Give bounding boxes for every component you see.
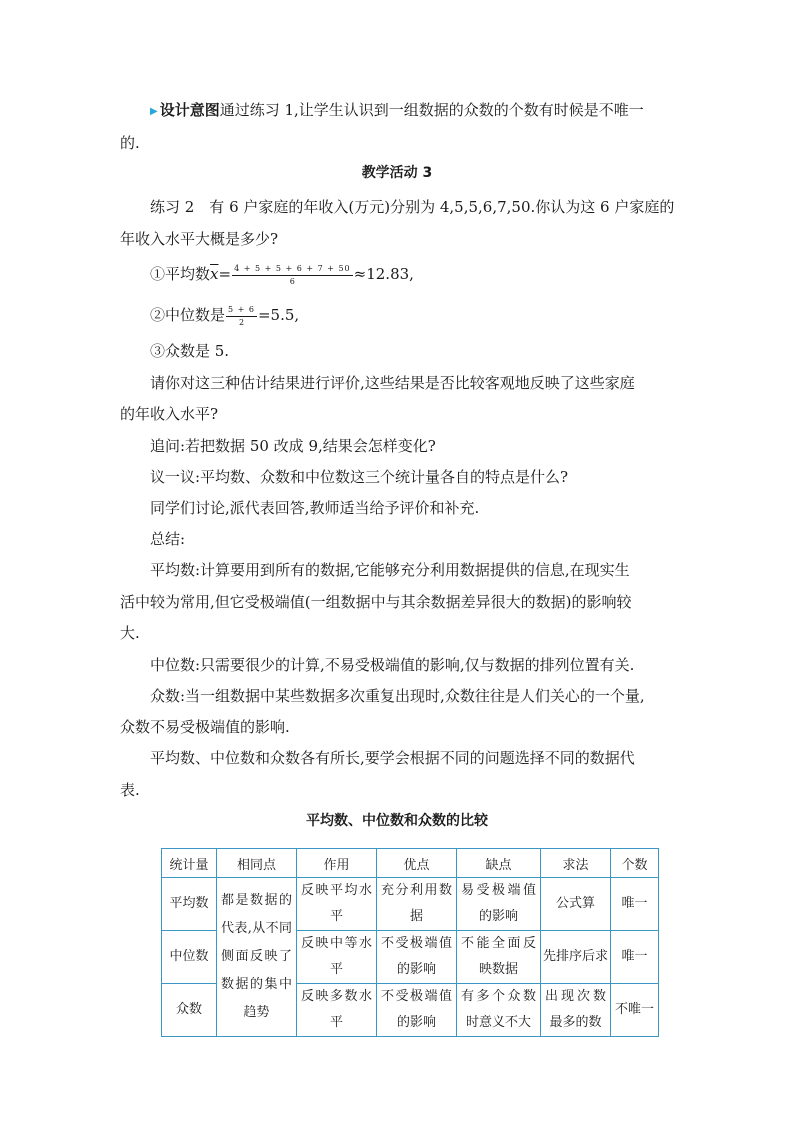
item-mean-eq: =	[218, 265, 232, 283]
merit-text: 不受极端值的影响	[381, 989, 452, 1030]
table-cell-shared-point	[217, 878, 297, 1037]
evaluate-line2: 的年收入水平?	[120, 405, 219, 423]
mean-numerator: 4 + 5 + 5 + 6 + 7 + 50	[232, 265, 353, 276]
table-cell-merit	[377, 984, 457, 1037]
median-denominator: 2	[238, 317, 245, 327]
flaw-text: 不能全面反映数据	[461, 936, 536, 977]
followup-question: 追问:若把数据 50 改成 9,结果会怎样变化?	[150, 437, 436, 455]
conclusion-line1: 平均数、中位数和众数各有所长,要学会根据不同的问题选择不同的数据代	[150, 749, 635, 767]
table-cell-merit	[377, 931, 457, 984]
comparison-table	[161, 848, 659, 1037]
method-text: 出现次数最多的数	[545, 989, 606, 1030]
mean-desc-line2: 活中较为常用,但它受极端值(一组数据中与其余数据差异很大的数据)的影响较	[120, 593, 632, 611]
table-row	[162, 878, 659, 931]
mean-desc-line3: 大.	[120, 624, 140, 642]
mean-denominator: 6	[289, 276, 295, 286]
table-cell-method	[541, 984, 611, 1037]
table-cell-count: 唯一	[611, 878, 659, 931]
table-cell-stat: 平均数	[162, 878, 217, 931]
item-mean	[150, 260, 414, 288]
table-cell-flaw	[457, 878, 541, 931]
summary-label: 总结:	[150, 530, 186, 548]
item-median-result: =5.5,	[257, 306, 300, 324]
role-text: 反映多数水平	[301, 989, 372, 1030]
median-desc: 中位数:只需要很少的计算,不易受极端值的影响,仅与数据的排列位置有关.	[150, 656, 635, 674]
design-intent-label: 设计意图	[159, 101, 220, 119]
design-intent-line1	[150, 100, 644, 122]
mode-desc-line2: 众数不易受极端值的影响.	[120, 718, 290, 736]
mean-desc-line1: 平均数:计算要用到所有的数据,它能够充分利用数据提供的信息,在现实生	[150, 561, 630, 579]
table-cell-count: 不唯一	[611, 984, 659, 1037]
design-intent-line2: 的.	[120, 134, 140, 152]
table-cell-method: 公式算	[541, 878, 611, 931]
flaw-text: 易受极端值的影响	[461, 883, 536, 924]
table-cell-stat: 中位数	[162, 931, 217, 984]
conclusion-line2: 表.	[120, 781, 140, 799]
item-median	[150, 301, 299, 329]
merit-text: 不受极端值的影响	[381, 936, 452, 977]
role-text: 反映平均水平	[301, 883, 372, 924]
table-header-cell: 优点	[377, 849, 457, 878]
table-cell-flaw	[457, 984, 541, 1037]
table-header-cell: 求法	[541, 849, 611, 878]
activity-heading: 教学活动 3	[361, 165, 433, 181]
classroom-activity: 同学们讨论,派代表回答,教师适当给予评价和补充.	[150, 499, 480, 517]
item-mode: ③众数是 5.	[150, 342, 230, 360]
item-median-prefix: ②中位数是	[150, 306, 226, 324]
table-cell-role	[297, 878, 377, 931]
item-mean-result: ≈12.83,	[353, 265, 414, 283]
mean-fraction	[232, 265, 353, 286]
table-header-cell: 作用	[297, 849, 377, 878]
table-cell-role	[297, 931, 377, 984]
table-header-cell: 相同点	[217, 849, 297, 878]
table-title: 平均数、中位数和众数的比较	[306, 813, 488, 829]
table-cell-method: 先排序后求	[541, 931, 611, 984]
table-header-row	[162, 849, 659, 878]
table-cell-flaw	[457, 931, 541, 984]
exercise-line2: 年收入水平大概是多少?	[120, 230, 279, 248]
role-text: 反映中等水平	[301, 936, 372, 977]
discuss-question: 议一议:平均数、众数和中位数这三个统计量各自的特点是什么?	[150, 468, 569, 486]
table-cell-stat: 众数	[162, 984, 217, 1037]
exercise-line1: 练习 2 有 6 户家庭的年收入(万元)分别为 4,5,5,6,7,50.你认为这 6 户家庭的	[150, 198, 675, 216]
mode-desc-line1: 众数:当一组数据中某些数据多次重复出现时,众数往往是人们关心的一个量,	[150, 687, 645, 705]
table-header-cell: 统计量	[162, 849, 217, 878]
design-intent-text: 通过练习 1,让学生认识到一组数据的众数的个数有时候是不唯一	[219, 101, 644, 119]
shared-point-text: 都是数据的代表,从不同侧面反映了数据的集中趋势	[221, 893, 292, 1020]
flaw-text: 有多个众数时意义不大	[461, 989, 536, 1030]
table-cell-count: 唯一	[611, 931, 659, 984]
x-bar-symbol: $\overline{x}$	[210, 265, 219, 283]
evaluate-line1: 请你对这三种估计结果进行评价,这些结果是否比较客观地反映了这些家庭	[150, 374, 635, 392]
table-cell-merit	[377, 878, 457, 931]
triangle-marker-icon: ▶	[150, 106, 158, 117]
median-fraction	[226, 306, 257, 327]
table-cell-role	[297, 984, 377, 1037]
table-header-cell: 个数	[611, 849, 659, 878]
merit-text: 充分利用数据	[381, 883, 452, 924]
item-mean-prefix: ①平均数	[150, 265, 211, 283]
median-numerator: 5 + 6	[226, 306, 257, 317]
table-header-cell: 缺点	[457, 849, 541, 878]
